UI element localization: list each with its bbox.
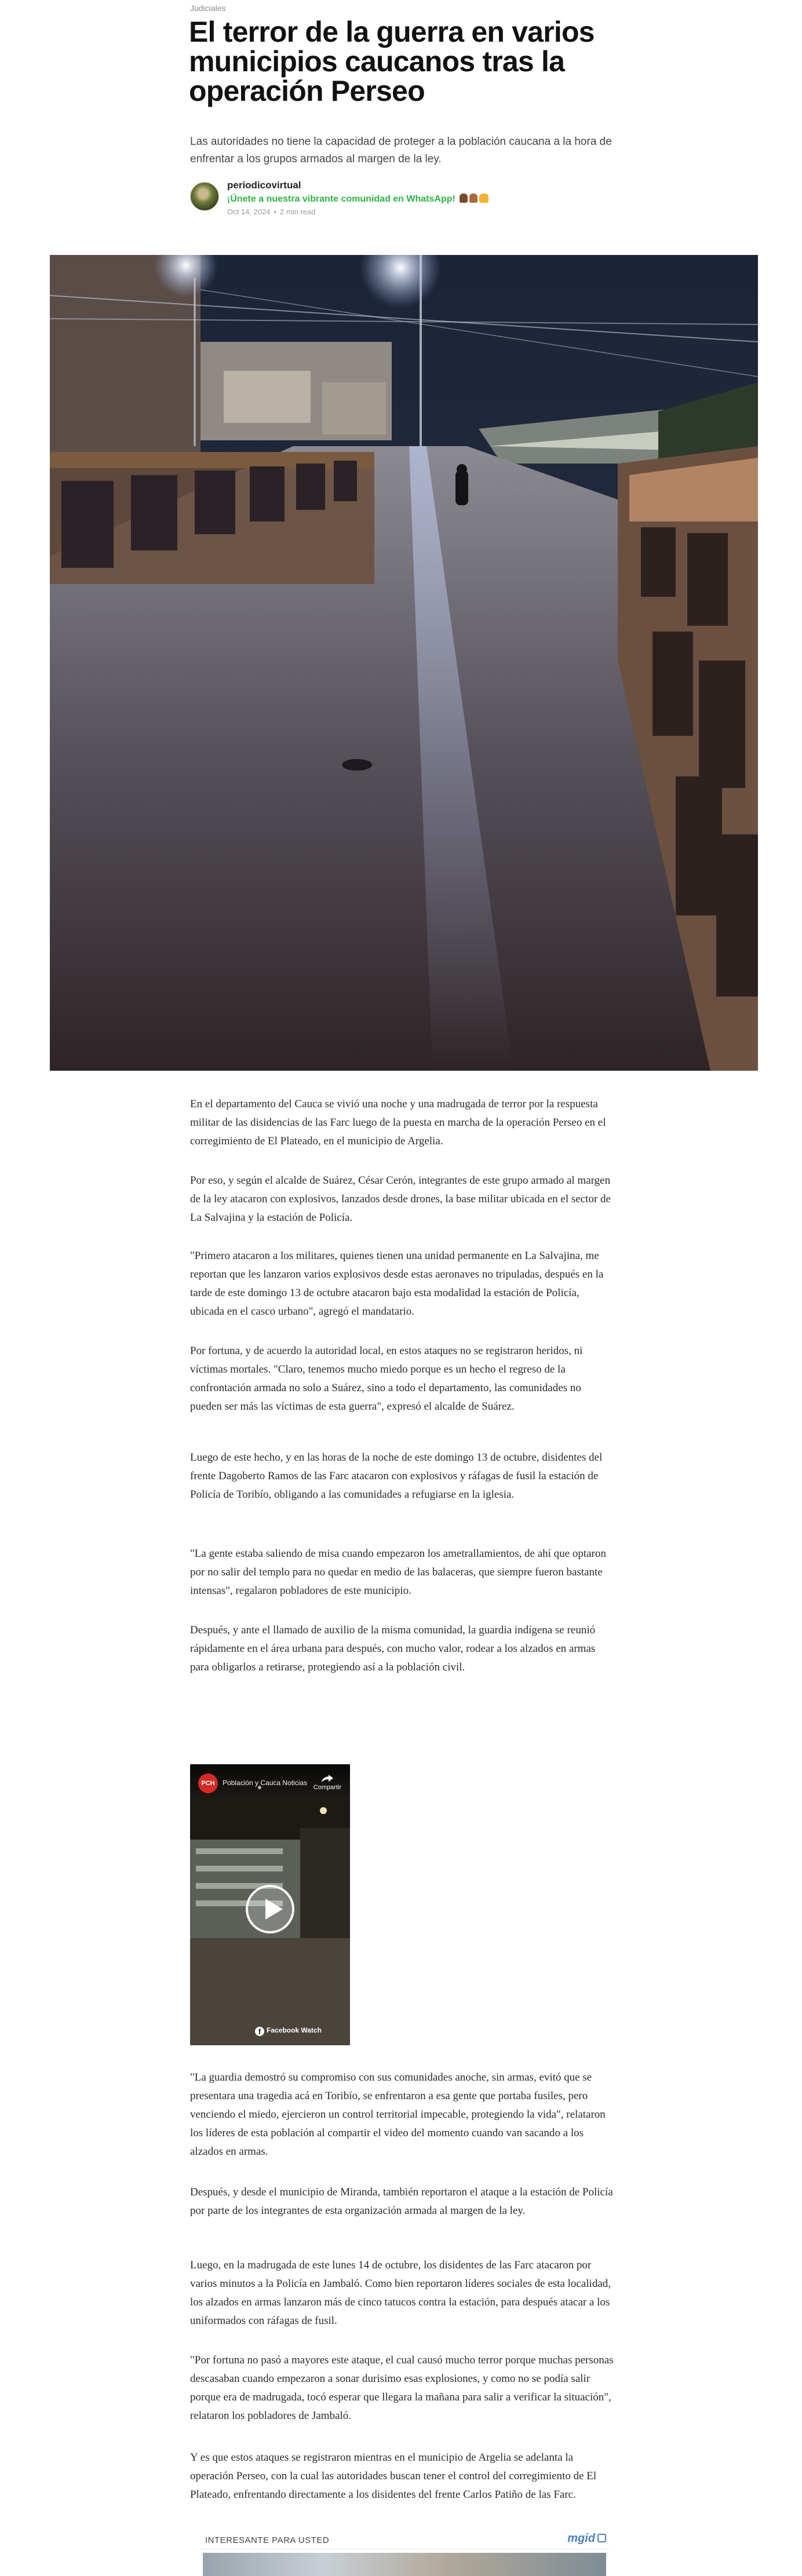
play-icon[interactable] xyxy=(246,1885,294,1933)
night-street-photo xyxy=(50,255,758,1071)
share-label: Compartir xyxy=(313,1784,342,1791)
sponsored-widget[interactable] xyxy=(199,2530,610,2576)
people-emoji-icon xyxy=(460,194,468,203)
facebook-video-embed[interactable] xyxy=(190,1764,350,2045)
facebook-watch-label[interactable] xyxy=(255,2026,322,2036)
channel-logo[interactable]: PCH xyxy=(198,1774,218,1793)
author-name[interactable]: periodicovirtual xyxy=(227,180,301,191)
read-time: 2 min read xyxy=(280,207,316,216)
author-block xyxy=(190,180,538,216)
meta-separator: • xyxy=(274,207,277,216)
article-category[interactable]: Judiciales xyxy=(190,3,226,13)
sponsored-header xyxy=(199,2530,610,2549)
whatsapp-community-link[interactable] xyxy=(227,194,489,205)
hero-image xyxy=(50,255,758,1071)
ad-brand-link[interactable] xyxy=(567,2532,606,2545)
ad-brand-text: mgid xyxy=(567,2532,595,2545)
megaphone-emoji-icon xyxy=(479,194,489,203)
publish-date: Oct 14, 2024 xyxy=(227,207,271,216)
article-paragraph: "Por fortuna no pasó a mayores este ataque, el cual causó mucho terror porque muchas personas descasaban cuando empezaron a sonar durisimo esas explosiones, y como no se podía salir porque era de madrugada, tocó esperar que llegara la mañana para salir a verificar la situación", relataron los pobladores de Jambaló. xyxy=(190,2354,614,2422)
article-paragraph: "Primero atacaron a los militares, quienes tienen una unidad permanente en La Salvajina, me reportan que les lanzaron varios explosivos desde estas aeronaves no tripuladas, después en la tarde de este domingo 13 de octubre atacaron bajo esta modalidad la estación de Policía, ubicada en el casco urbano", agregó el mandatario. xyxy=(190,1250,604,1318)
video-header xyxy=(190,1764,350,1799)
article-paragraph: Después, y desde el municipio de Miranda, también reportaron el ataque a la estación de Policía por parte de los integrantes de esta organización armada al margen de la ley. xyxy=(190,2186,613,2217)
article-paragraph: Por eso, y según el alcalde de Suárez, César Cerón, integrantes de este grupo armado al margen de la ley atacaron con explosivos, lanzados desde drones, la base militar ubicada en el sector de La Salvajina y la estación de Policía. xyxy=(190,1174,611,1224)
facebook-icon: f xyxy=(255,2027,264,2036)
article-meta xyxy=(227,207,315,216)
article-paragraph: "La gente estaba saliendo de misa cuando empezaron los ametrallamientos, de ahí que optaron por no salir del templo para no quedar en medio de las balaceras, que siempre fueron bastante intensas", regalaron pobladores de este municipio. xyxy=(190,1548,606,1597)
people-emoji-icon xyxy=(469,194,477,203)
article-paragraph: Después, y ante el llamado de auxilio de la misma comunidad, la guardia indígena se reunió rápidamente en el área urbana para después, con mucho valor, rodear a los alzados en armas para obligarlos a retirarse, protegiendo así a la población civil. xyxy=(190,1624,596,1673)
whatsapp-link-text: ¡Únete a nuestra vibrante comunidad en WhatsApp! xyxy=(227,194,455,204)
article-paragraph: Y es que estos ataques se registraron mientras en el municipio de Argelia se adelanta la operación Perseo, con la cual las autoridades buscan tener el control del corregimiento de El Plateado, enfrentando directamente a los disidentes del frente Carlos Patiño de las Farc. xyxy=(190,2451,597,2501)
article-paragraph: Luego, en la madrugada de este lunes 14 de octubre, los disidentes de las Farc atacaron por varios minutos a la Policía en Jambaló. Como bien reportaron líderes sociales de esta localidad, los alzados en armas lanzaron más de cinco tatucos contra la estación, para después atacar a los uniformados con ráfagas de fusil. xyxy=(190,2259,611,2327)
article-paragraph: Por fortuna, y de acuerdo la autoridad local, en estos ataques no se registraron heridos, ni víctimas mortales. "Claro, tenemos mucho miedo porque es un hecho el regreso de la confrontación armada no solo a Suárez, sino a todo el departamento, las comunidades no pueden ser más las víctimas de esta guerra", expresó el alcalde de Suárez. xyxy=(190,1345,583,1413)
article-paragraph: En el departamento del Cauca se vivió una noche y una madrugada de terror por la respuesta militar de las disidencias de las Farc luego de la puesta en marcha de la operación Perseo en el corregimiento de El Plateado, en el municipio de Argelia. xyxy=(190,1098,606,1147)
sponsored-label: INTERESANTE PARA USTED xyxy=(205,2535,330,2545)
article-subtitle: Las autoridades no tiene la capacidad de proteger a la población caucana a la hora de enfrentar a los grupos armados al margen de la ley. xyxy=(190,136,612,165)
channel-name[interactable]: Población y Cauca Noticias xyxy=(223,1779,308,1787)
facebook-watch-text: Facebook Watch xyxy=(267,2026,322,2034)
article-paragraph: "La guardia demostró su compromiso con sus comunidades anoche, sin armas, evitó que se presentara una tragedia acá en Toribío, se enfrentaron a esa gente que portaba fusiles, pero venciendo el miedo, ejercieron un control territorial impecable, protegiendo la vida", relataron los líderes de esta población al compartir el video del momento cuando van sacando a los alzados en armas. xyxy=(190,2071,606,2158)
author-avatar[interactable] xyxy=(190,182,219,211)
adchoices-icon[interactable] xyxy=(597,2534,606,2542)
share-button[interactable] xyxy=(313,1774,342,1791)
article-title: El terror de la guerra en varios municipios caucanos tras la operación Perseo xyxy=(189,16,595,107)
article-paragraph: Luego de este hecho, y en las horas de la noche de este domingo 13 de octubre, disidentes del frente Dagoberto Ramos de las Farc atacaron con explosivos y ráfagas de fusil la estación de Policía de Toribío, obligando a las comunidades a refugiarse en la iglesia. xyxy=(190,1451,603,1501)
share-icon xyxy=(321,1774,334,1783)
sponsored-image[interactable] xyxy=(203,2553,606,2576)
